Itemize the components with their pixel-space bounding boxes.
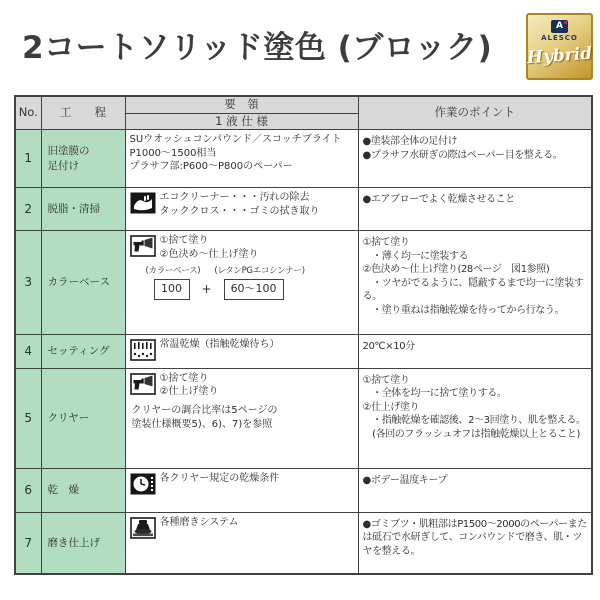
mix-left-label: (カラーベース) [145,265,201,276]
logo-product-text: Hybrid [526,43,593,69]
table-row [15,231,592,335]
procedure-text: ①捨て塗り ②色決め〜仕上げ塗り [159,235,259,260]
process-name: 磨き仕上げ [41,512,125,574]
mix-right-value: 60〜100 [224,279,284,300]
row-number: 2 [15,188,41,231]
process-name: クリヤー [41,368,125,468]
process-name: 脱脂・清掃 [41,188,125,231]
table-row [15,130,592,188]
cleaning-cloth-icon [130,192,156,219]
alesco-hybrid-logo [526,13,593,80]
row-number: 5 [15,368,41,468]
table-row [15,512,592,574]
col-header-procedure-sub: 1 液 仕 様 [125,113,358,130]
alesco-mark-icon: A [551,20,568,33]
procedure-text: 各種磨きシステム [159,516,239,528]
mix-right-label: (レタンPGエコシンナー) [214,265,305,276]
col-header-process: 工 程 [41,96,125,130]
logo-brand-text: ALESCO [541,34,578,42]
mix-operator: + [201,282,212,297]
air-dry-icon [130,339,156,366]
procedure-text: 各クリヤー規定の乾燥条件 [159,472,280,484]
work-points: 20℃×10分 [358,335,592,369]
work-points: ●ゴミブツ・肌粗部はP1500〜2000のペーパーまたは砥石で水研ぎして、コンパウンドで磨き、肌・ツヤを整える。 [358,512,592,574]
row-number: 3 [15,231,41,335]
work-points: ①捨て塗り ・薄く均一に塗装する ②色決め〜仕上げ塗り(28ページ 図1参照) ・ツヤがでるように、隠蔽するまで均一に塗装する。 ・塗り重ねは指触乾燥を待ってから行なう。 [358,231,592,335]
row-number: 7 [15,512,41,574]
process-name: カラーベース [41,231,125,335]
procedure-text: エコクリーナー・・・汚れの除去 タッククロス・・・ゴミの拭き取り [159,192,320,217]
procedure-cell [125,231,358,335]
table-row [15,188,592,231]
work-points: ●塗装部全体の足付け ●プラサフ水研ぎの際はペーパー目を整える。 [358,130,592,188]
spray-gun-icon [130,235,156,262]
table-row [15,368,592,468]
work-points: ●エアブローでよく乾燥させること [358,188,592,231]
procedure-cell [125,468,358,512]
procedure-text: ①捨て塗り ②仕上げ塗り [159,372,219,398]
table-row [15,335,592,369]
col-header-procedure: 要 領 [125,96,358,113]
page-title: 2コートソリッド塗色 (ブロック) [22,30,493,66]
spray-gun-icon [130,373,156,400]
work-points: ①捨て塗り ・全体を均一に捨て塗りする。 ②仕上げ塗り ・指触乾燥を確認後、2〜3回塗り、肌を整える。 (各回のフラッシュオフは指触乾燥以上とること) [358,368,592,468]
procedure-text: SUウオッシュコンパウンド／スコッチブライトP1000〜1500相当 プラサフ部:P600〜P800のペーパー [129,134,342,173]
row-number: 4 [15,335,41,369]
row-number: 6 [15,468,41,512]
process-table [14,95,593,575]
mixing-ratio [130,266,356,300]
procedure-cell [125,512,358,574]
procedure-cell [125,188,358,231]
table-row [15,468,592,512]
procedure-text: 常温乾燥（指触乾燥待ち） [159,339,280,351]
clock-icon [130,473,156,500]
process-name: 乾 燥 [41,468,125,512]
process-name: セッティング [41,335,125,369]
work-points: ●ボデー温度キープ [358,468,592,512]
col-header-no: No. [15,96,41,130]
polisher-icon [130,517,156,544]
procedure-cell [125,335,358,369]
mix-left-value: 100 [154,279,190,300]
row-number: 1 [15,130,41,188]
process-name: 旧塗膜の 足付け [41,130,125,188]
col-header-points: 作業のポイント [358,96,592,130]
procedure-cell [125,130,358,188]
procedure-cell [125,368,358,468]
procedure-note: クリヤーの調合比率は5ページの 塗装仕様概要5)、6)、7)を参照 [131,405,278,430]
